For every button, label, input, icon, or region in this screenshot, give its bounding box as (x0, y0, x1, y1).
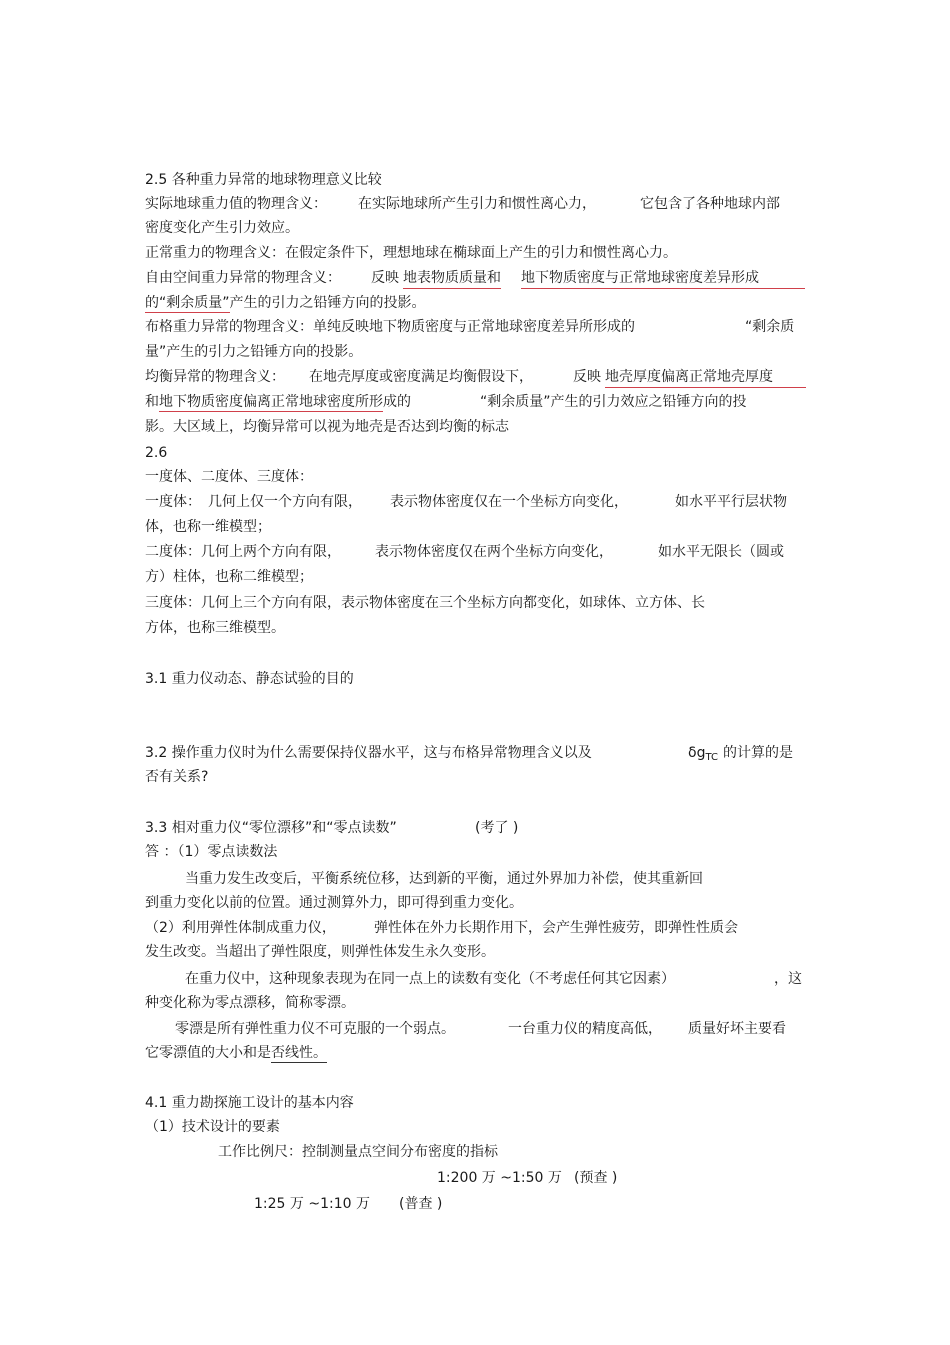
text-span: 成的 (383, 394, 411, 410)
text-span: 表示物体密度仅在一个坐标方向变化， (390, 494, 628, 510)
text-line (145, 269, 759, 287)
text-span: (考了 ) (475, 820, 519, 836)
text-line (145, 318, 795, 336)
underlined-span: 否线性。 (271, 1045, 327, 1061)
text-span: 二度体：几何上两个方向有限， (145, 544, 341, 560)
text-line: 方）柱体，也称二维模型； (145, 569, 313, 585)
text-span: (普查 ) (399, 1196, 443, 1212)
section-heading-3-1: 3.1 重力仪动态、静态试验的目的 (145, 671, 354, 687)
underlined-span: 地表物质质量和 (403, 269, 501, 289)
text-line (145, 919, 738, 937)
text-line: 三度体：几何上三个方向有限，表示物体密度在三个坐标方向都变化，如球体、立方体、长 (145, 595, 705, 611)
text-span: （2）利用弹性体制成重力仪， (145, 920, 336, 936)
text-span: 均衡异常的物理含义： (145, 369, 285, 385)
text-span: 几何上仅一个方向有限， (208, 494, 362, 510)
underline-mark (592, 288, 805, 289)
text-span: 如水平平行层状物 (675, 494, 787, 510)
underline-mark (638, 387, 806, 388)
text-line (145, 393, 747, 411)
text-span: 1:200 万 ~1:50 万 (437, 1170, 562, 1186)
text-span: 一度体： (145, 494, 201, 510)
text-line (437, 1169, 618, 1187)
text-line: 否有关系? (145, 769, 209, 785)
text-line (185, 970, 802, 988)
text-line: 方体，也称三维模型。 (145, 620, 285, 636)
text-span: (预查 ) (574, 1170, 618, 1186)
text-line: 工作比例尺：控制测量点空间分布密度的指标 (218, 1144, 498, 1160)
text-span: 自由空间重力异常的物理含义： (145, 270, 341, 286)
text-line (145, 195, 780, 213)
text-span: 3.2 操作重力仪时为什么需要保持仪器水平，这与布格异常物理含义以及 (145, 745, 592, 761)
text-span: 产生的引力之铅锤方向的投影。 (229, 295, 426, 311)
text-span: 的计算的是 (723, 745, 793, 761)
text-span: 1:25 万 ~1:10 万 (254, 1196, 370, 1212)
text-line: 量”产生的引力之铅锤方向的投影。 (145, 344, 363, 360)
text-line (145, 294, 426, 312)
text-line: 发生改变。当超出了弹性限度，则弹性体发生永久变形。 (145, 944, 495, 960)
text-line: 当重力发生改变后，平衡系统位移，达到新的平衡，通过外界加力补偿，使其重新回 (185, 871, 703, 887)
text-span: 一台重力仪的精度高低， (508, 1021, 662, 1037)
text-span: 在实际地球所产生引力和惯性离心力， (358, 196, 596, 212)
section-heading-2-5: 2.5 各种重力异常的地球物理意义比较 (145, 172, 382, 188)
text-line: 密度变化产生引力效应。 (145, 220, 299, 236)
text-line (145, 493, 787, 511)
text-span: 零漂是所有弹性重力仪不可克服的一个弱点。 (175, 1021, 455, 1037)
text-span: 在重力仪中，这种现象表现为在同一点上的读数有变化（不考虑任何其它因素） (185, 971, 675, 987)
text-span: 和 (145, 394, 159, 410)
text-line: 一度体、二度体、三度体： (145, 469, 313, 485)
underlined-span: 地下物质密度偏离正常地球密度所形 (159, 394, 383, 410)
text-line: 正常重力的物理含义：在假定条件下，理想地球在椭球面上产生的引力和惯性离心力。 (145, 245, 677, 261)
text-line (145, 1044, 327, 1062)
text-span: 表示物体密度仅在两个坐标方向变化， (375, 544, 613, 560)
text-line (145, 543, 784, 561)
section-heading-3-2 (145, 744, 793, 763)
text-span: 布格重力异常的物理含义：单纯反映地下物质密度与正常地球密度差异所形成的 (145, 319, 635, 335)
text-line (145, 368, 773, 386)
underlined-span: 地下物质密度与正常地球密度差异形成 (521, 269, 759, 289)
section-heading-2-6: 2.6 (145, 445, 168, 461)
text-span: 反映 (371, 270, 399, 286)
text-line: 体，也称一维模型； (145, 519, 271, 535)
text-line (254, 1195, 443, 1213)
text-span: 反映 (573, 369, 601, 385)
text-line (175, 1020, 786, 1038)
text-span: 它包含了各种地球内部 (640, 196, 780, 212)
text-span: 3.3 相对重力仪“零位漂移”和“零点读数” (145, 820, 397, 836)
text-span: “剩余质量”产生的引力效应之铅锤方向的投 (480, 394, 747, 410)
text-line: 答 ：（1）零点读数法 (145, 844, 278, 860)
text-span: 实际地球重力值的物理含义： (145, 196, 327, 212)
underlined-span: 地壳厚度偏离正常地壳厚度 (605, 368, 773, 388)
text-span: 弹性体在外力长期作用下，会产生弹性疲劳，即弹性性质会 (374, 920, 738, 936)
text-span: 质量好坏主要看 (688, 1021, 786, 1037)
text-span: 它零漂值的大小和是 (145, 1045, 271, 1061)
section-heading-3-3 (145, 819, 519, 837)
text-span: 在地壳厚度或密度满足均衡假设下， (309, 369, 533, 385)
text-line: 影。大区域上，均衡异常可以视为地壳是否达到均衡的标志 (145, 419, 509, 435)
text-line: （1）技术设计的要素 (145, 1119, 280, 1135)
delta-g-tc-symbol: $\delta g_{TC}$ (688, 745, 718, 763)
text-line: 到重力变化以前的位置。通过测算外力，即可得到重力变化。 (145, 895, 523, 911)
text-line: 种变化称为零点漂移，简称零漂。 (145, 995, 355, 1011)
text-span: ，这 (774, 971, 802, 987)
section-heading-4-1: 4.1 重力勘探施工设计的基本内容 (145, 1095, 354, 1111)
underlined-span: 的“剩余质量” (145, 295, 230, 311)
text-span: 如水平无限长（圆或 (658, 544, 784, 560)
text-span: “剩余质 (745, 319, 795, 335)
